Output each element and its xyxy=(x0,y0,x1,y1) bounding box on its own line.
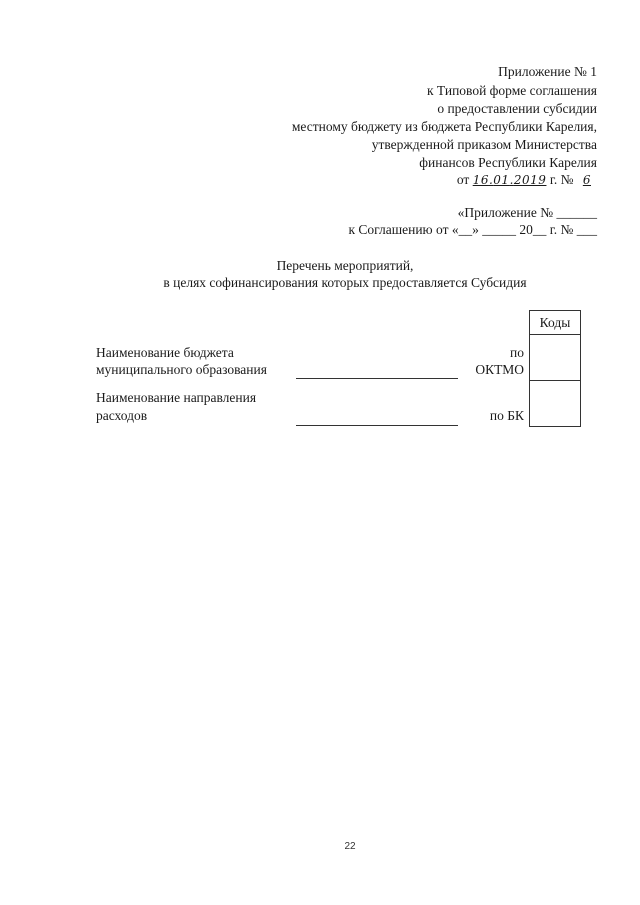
codes-header: Коды xyxy=(530,311,581,335)
expense-direction-fill-line[interactable] xyxy=(296,425,458,426)
budget-name-label-line-2: муниципального образования xyxy=(96,362,267,377)
agreement-annex-line-2: к Соглашению от «__» _____ 20__ г. № ___ xyxy=(348,222,597,237)
bk-code-label: по БК xyxy=(489,408,524,423)
annex-header-line-6: финансов Республики Карелия xyxy=(419,155,597,170)
order-date-prefix: от xyxy=(456,172,470,187)
codes-table xyxy=(529,310,581,427)
agreement-annex-line-1: «Приложение № ______ xyxy=(457,205,597,220)
expense-direction-label-line-2: расходов xyxy=(96,408,148,423)
order-date-year: 2019 xyxy=(513,173,547,187)
expense-direction-label-line-1: Наименование направления xyxy=(96,390,257,405)
order-number: 6 xyxy=(582,173,591,187)
document-title-line-1: Перечень мероприятий, xyxy=(276,258,414,273)
order-date-day: 16 xyxy=(472,173,489,187)
oktmo-code-cell[interactable] xyxy=(530,335,581,381)
order-date-line: от 16.01.2019 г. № 6 xyxy=(457,172,597,188)
bk-code-cell[interactable] xyxy=(530,381,581,427)
document-title-line-2: в целях софинансирования которых предоставляется Субсидия xyxy=(163,275,527,290)
budget-name-label-line-1: Наименование бюджета xyxy=(96,345,234,360)
order-date-suffix: г. № xyxy=(549,172,574,187)
budget-name-fill-line[interactable] xyxy=(296,378,458,379)
annex-header-line-5: утвержденной приказом Министерства xyxy=(371,137,597,152)
annex-header-line-3: о предоставлении субсидии xyxy=(437,101,597,116)
annex-header-line-4: местному бюджету из бюджета Республики Карелия, xyxy=(291,119,597,134)
page-number: 22 xyxy=(344,841,356,852)
oktmo-code-label-line-2: ОКТМО xyxy=(475,362,524,377)
oktmo-code-label-line-1: по xyxy=(510,345,524,360)
annex-header-line-2: к Типовой форме соглашения xyxy=(427,83,597,98)
annex-header-line-1: Приложение № 1 xyxy=(498,64,597,79)
order-date-month: 01 xyxy=(493,173,510,187)
